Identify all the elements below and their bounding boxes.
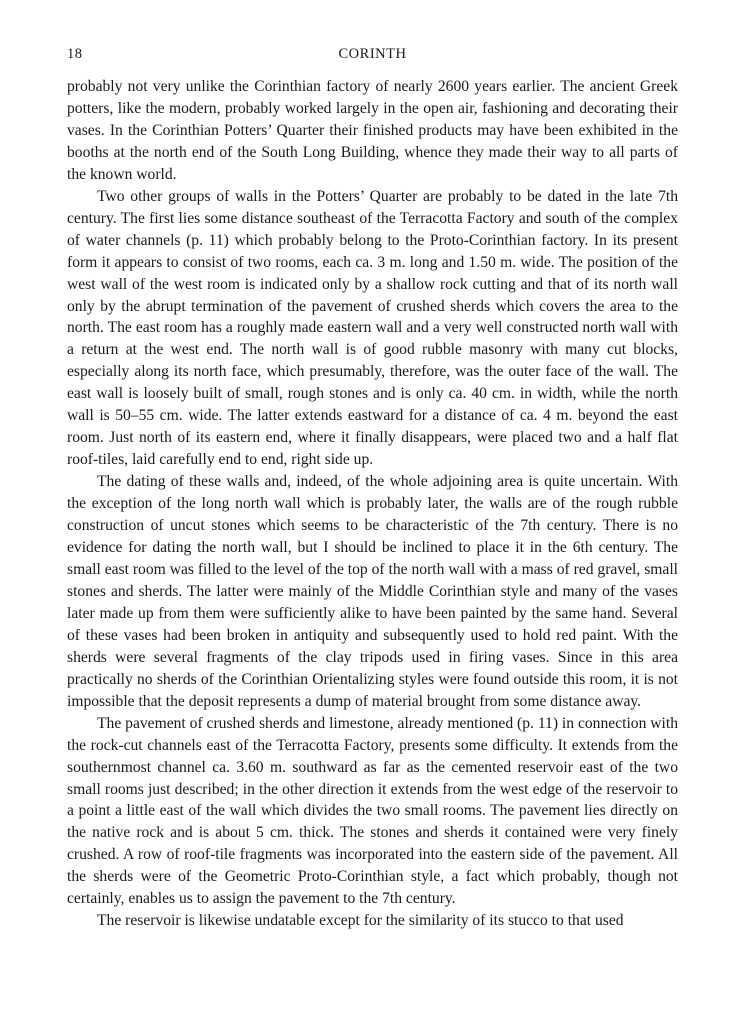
paragraph-continued: probably not very unlike the Corinthian factory of nearly 2600 years earlier. The ancient Greek potters, like the modern, probably worked largely in the open air, fashioning and decorating their vases. In the Corinthian Potters’ Quarter their finished products may have been exhibited in the booths at the north end of the South Long Building, whence they made their way to all parts of the known world.: [67, 78, 678, 183]
paragraph-walls-late-7th-century: Two other groups of walls in the Potters’ Quarter are probably to be dated in the late 7th century. The first lies some distance southeast of the Terracotta Factory and south of the complex of water channels (p. 11) which probably belong to the Proto-Corinthian factory. In its present form it appears to consist of two rooms, each ca. 3 m. long and 1.50 m. wide. The position of the west wall of the west room is indicated only by a shallow rock cutting and that of its north wall only by the abrupt termination of the pavement of crushed sherds which covers the area to the north. The east room has a roughly made eastern wall and a very well constructed north wall with a return at the west end. The north wall is of good rubble masonry with many cut blocks, especially along its north face, which presumably, therefore, was the outer face of the wall. The east wall is loosely built of small, rough stones and is only ca. 40 cm. in width, while the north wall is 50–55 cm. wide. The latter extends eastward for a distance of ca. 4 m. beyond the east room. Just north of its eastern end, where it finally disappears, were placed two and a half flat roof-tiles, laid carefully end to end, right side up.: [67, 187, 678, 469]
paragraph-dating-of-walls: The dating of these walls and, indeed, of the whole adjoining area is quite uncertain. With the exception of the long north wall which is probably later, the walls are of the rough rubble construction of uncut stones which seems to be characteristic of the 7th century. There is no evidence for dating the north wall, but I should be inclined to place it in the 6th century. The small east room was filled to the level of the top of the north wall with a mass of red gravel, small stones and sherds. The latter were mainly of the Middle Corinthian style and many of the vases later made up from them were sufficiently alike to have been painted by the same hand. Several of these vases had been broken in antiquity and subsequently used to hold red paint. With the sherds were several fragments of the clay tripods used in firing vases. Since in this area practically no sherds of the Corinthian Orientalizing styles were found outside this room, it is not impossible that the deposit represents a dump of material brought from some distance away.: [67, 473, 678, 710]
paragraph-pavement: The pavement of crushed sherds and limestone, already mentioned (p. 11) in connection with the rock-cut channels east of the Terracotta Factory, presents some difficulty. It extends from the southernmost channel ca. 3.60 m. southward as far as the cemented reservoir east of the two small rooms just described; in the other direction it extends from the west edge of the reservoir to a point a little east of the wall which divides the two small rooms. The pavement lies directly on the native rock and is about 5 cm. thick. The stones and sherds it contained were very finely crushed. A row of roof-tile fragments was incorporated into the eastern side of the pavement. All the sherds were of the Geometric Proto-Corinthian style, a fact which probably, though not certainly, enables us to assign the pavement to the 7th century.: [67, 714, 678, 908]
document-page: [67, 46, 678, 932]
page-number: 18: [67, 46, 83, 62]
body-text: [67, 76, 678, 932]
paragraph-reservoir: The reservoir is likewise undatable except for the similarity of its stucco to that used: [97, 912, 624, 930]
running-title: CORINTH: [338, 46, 407, 62]
running-head: [67, 46, 678, 68]
